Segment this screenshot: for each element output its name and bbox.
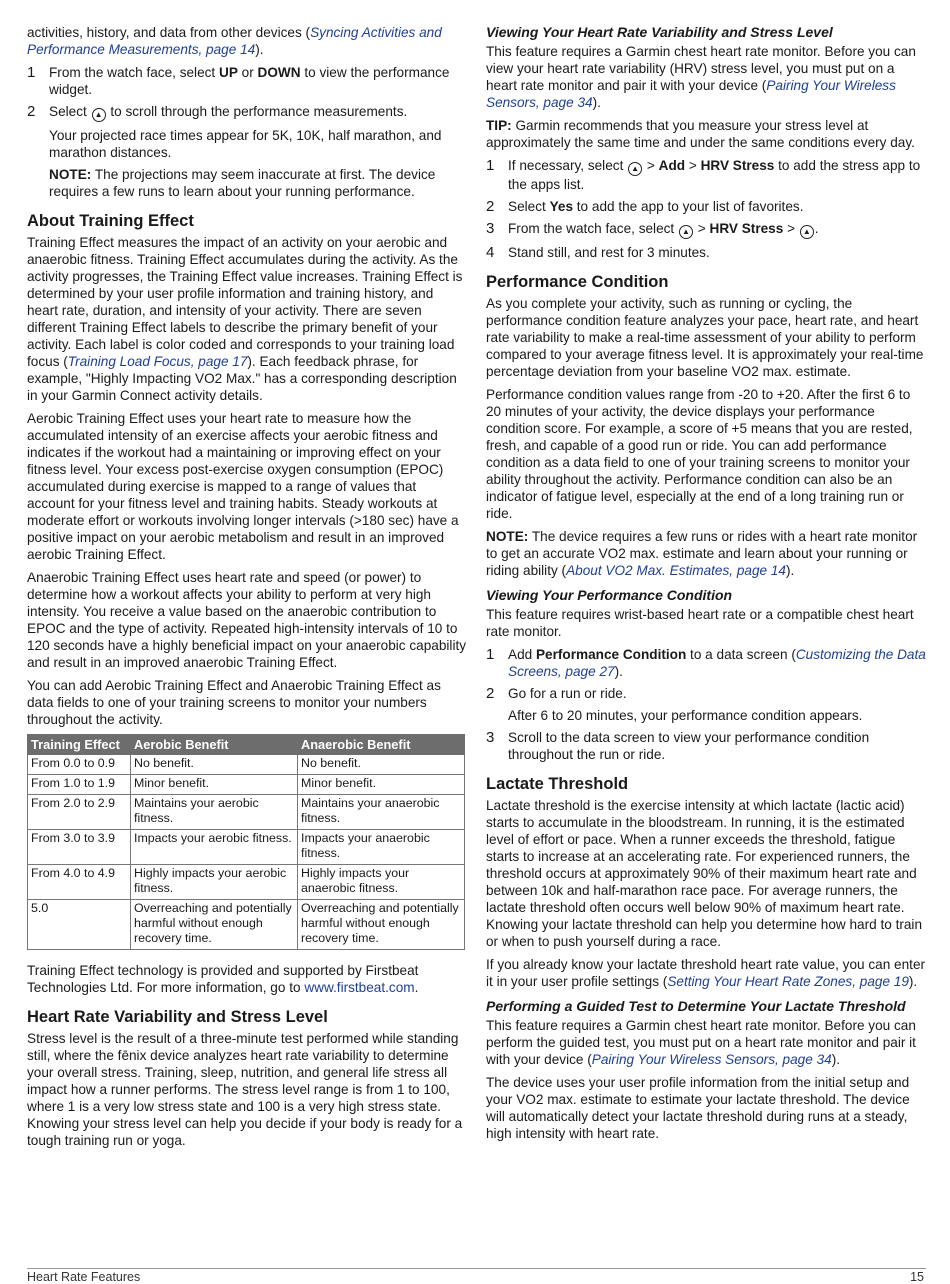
heading-viewing-performance-condition: Viewing Your Performance Condition <box>486 587 733 603</box>
right-column <box>486 24 926 1148</box>
heart-rate-zones-link[interactable]: Setting Your Heart Rate Zones, page 19 <box>667 974 909 989</box>
page-number: 15 <box>910 1270 924 1284</box>
start-button-icon: ▲ <box>628 162 642 176</box>
hrv-step-4: 4 Stand still, and rest for 3 minutes. <box>486 244 710 261</box>
start-button-icon: ▲ <box>679 225 693 239</box>
column-header: Training Effect <box>28 735 131 755</box>
guided-paragraph-1: This feature requires a Garmin chest heart rate monitor. Before you can perform the guided test, you must put on a heart rate monitor and pair it with your device (Pairing Your Wireless Sensors, page 34). <box>486 1018 916 1067</box>
down-key-label: DOWN <box>257 65 301 80</box>
view-pc-paragraph: This feature requires wrist-based heart rate or a compatible chest heart rate monitor. <box>486 607 914 639</box>
column-header: Aerobic Benefit <box>131 735 298 755</box>
up-key-label: UP <box>219 65 238 80</box>
heading-about-training-effect: About Training Effect <box>27 212 194 230</box>
step-2-detail: Your projected race times appear for 5K, 10K, half marathon, and marathon distances. <box>49 128 442 160</box>
start-button-icon: ▲ <box>92 108 106 122</box>
intro-text-end: ). <box>255 42 264 57</box>
hrv-step-3: 3 From the watch face, select ▲ > HRV Stress > ▲ . <box>486 220 819 237</box>
intro-text: activities, history, and data from other devices ( <box>27 25 311 40</box>
step-1: 1 From the watch face, select UP or DOWN to view the performance widget. <box>27 64 450 97</box>
table-row: 5.0 Overreaching and potentially harmful without enough recovery time. Overreaching and potentially harmful without enough recovery time. <box>28 900 465 950</box>
heading-performance-condition: Performance Condition <box>486 273 669 291</box>
heading-lactate-threshold: Lactate Threshold <box>486 775 629 793</box>
syncing-activities-link[interactable]: Syncing Activities and Performance Measurements, page 14 <box>27 25 442 57</box>
step-number: 1 <box>486 157 495 174</box>
left-column <box>27 24 467 1155</box>
table-row: From 1.0 to 1.9 Minor benefit. Minor benefit. <box>28 775 465 795</box>
heading-guided-test: Performing a Guided Test to Determine Your Lactate Threshold <box>486 998 906 1014</box>
pc-step-1: 1 Add Performance Condition to a data screen (Customizing the Data Screens, page 27). <box>486 646 926 679</box>
pc-note: NOTE: The device requires a few runs or rides with a heart rate monitor to get an accurate VO2 max. estimate and learn about your running or riding ability (About VO2 Max. Estimates, page 14). <box>486 529 918 578</box>
te-paragraph-2: Aerobic Training Effect uses your heart rate to measure how the accumulated intensity of an exercise affects your aerobic fitness and indicates if the workout had a maintaining or improving effect on your fitness level. Your excess post-exercise oxygen consumption (EPOC) accumulated during exercise is mapped to a range of values that account for your fitness level and training habits. Steady workouts at moderate effort or workouts involving longer intervals (>180 sec) have a positive impact on your aerobic metabolism and result in an improved aerobic Training Effect. <box>27 411 459 562</box>
step-number: 1 <box>27 64 36 81</box>
step-number: 2 <box>27 103 36 120</box>
view-hrv-paragraph: This feature requires a Garmin chest heart rate monitor. Before you can view your heart rate variability (HRV) stress level, you must put on a heart rate monitor and pair it with your device (Pairing Your Wireless Sensors, page 34). <box>486 44 916 110</box>
start-button-icon: ▲ <box>800 225 814 239</box>
hrv-step-2: 2 Select Yes to add the app to your list of favorites. <box>486 198 804 215</box>
training-effect-table <box>27 734 465 950</box>
column-header: Anaerobic Benefit <box>298 735 465 755</box>
table-row: From 2.0 to 2.9 Maintains your aerobic fitness. Maintains your anaerobic fitness. <box>28 795 465 830</box>
lt-paragraph-1: Lactate threshold is the exercise intensity at which lactate (lactic acid) starts to accumulate in the bloodstream. In running, it is the estimated level of effort or pace. When a runner exceeds the threshold, fatigue starts to increase at an accelerating rate. For experienced runners, the threshold occurs at approximately 90% of their maximum heart rate and between 10k and half-marathon race pace. For average runners, the lactate threshold often occurs well below 90% of maximum heart rate. Knowing your lactate threshold can help you determine how hard to train or when to push yourself during a race. <box>486 798 923 949</box>
note: NOTE: The projections may seem inaccurate at first. The device requires a few runs to learn about your running performance. <box>49 167 436 199</box>
step-number: 2 <box>486 685 495 702</box>
step-number: 3 <box>486 220 495 237</box>
heading-viewing-hrv: Viewing Your Heart Rate Variability and Stress Level <box>486 24 833 40</box>
pairing-sensors-link[interactable]: Pairing Your Wireless Sensors, page 34 <box>591 1052 832 1067</box>
pc-step-2: 2 Go for a run or ride. After 6 to 20 minutes, your performance condition appears. <box>486 685 863 723</box>
hrv-paragraph: Stress level is the result of a three-minute test performed while standing still, where the fēnix device analyzes heart rate variability to determine your overall stress. Training, sleep, nutrition, and general life stress all impact how a runner performs. The stress level range is from 1 to 100, where 1 is a very low stress state and 100 is a very high stress state. Knowing your stress level can help you decide if your body is ready for a tough training run or yoga. <box>27 1031 463 1148</box>
guided-paragraph-2: The device uses your user profile information from the initial setup and your VO2 max. estimate to estimate your lactate threshold. The device will automatically detect your lactate threshold during runs at a steady, high intensity with heart rate. <box>486 1075 910 1141</box>
step-number: 3 <box>486 729 495 746</box>
pc-paragraph-2: Performance condition values range from -20 to +20. After the first 6 to 20 minutes of your activity, the device displays your performance condition score. For example, a score of +5 means that you are rested, fresh, and capable of a good run or ride. You can add performance condition as a data field to one of your training screens to monitor your ability throughout the activity. Performance condition can also be an indicator of fatigue level, especially at the end of a long training run or ride. <box>486 387 913 521</box>
training-load-focus-link[interactable]: Training Load Focus, page 17 <box>67 354 248 369</box>
table-row: From 0.0 to 0.9 No benefit. No benefit. <box>28 755 465 775</box>
hrv-step-1: 1 If necessary, select ▲ > Add > HRV Stress to add the stress app to the apps list. <box>486 157 921 192</box>
step-number: 1 <box>486 646 495 663</box>
heading-hrv-stress: Heart Rate Variability and Stress Level <box>27 1008 328 1026</box>
firstbeat-paragraph: Training Effect technology is provided and supported by Firstbeat Technologies Ltd. For more information, go to www.firstbeat.com. <box>27 963 419 995</box>
step-2: 2 Select ▲ to scroll through the performance measurements. Your projected race times appear for 5K, 10K, half marathon, and marathon distances. NOTE: The projections may seem inaccurate at first. The device requires a few runs to learn about your running performance. <box>27 103 467 200</box>
te-paragraph-1: Training Effect measures the impact of an activity on your aerobic and anaerobic fitness. Training Effect accumulates during the activity. As the activity progresses, the Training Effect value increases. Training Effect is determined by your user profile information and training history, and heart rate, duration, and intensity of your activity. There are seven different Training Effect labels to describe the primary benefit of your activity. Each label is color coded and corresponds to your training load focus (Training Load Focus, page 17). Each feedback phrase, for example, "Highly Impacting VO2 Max." has a corresponding description in your Garmin Connect activity details. <box>27 235 463 403</box>
step-number: 2 <box>486 198 495 215</box>
pc-step-3: 3 Scroll to the data screen to view your performance condition throughout the run or ride. <box>486 729 870 762</box>
firstbeat-link[interactable]: www.firstbeat.com <box>304 980 415 995</box>
customizing-data-screens-link[interactable]: Customizing the Data Screens, page 27 <box>508 647 926 679</box>
vo2-max-link[interactable]: About VO2 Max. Estimates, page 14 <box>566 563 786 578</box>
te-paragraph-4: You can add Aerobic Training Effect and Anaerobic Training Effect as data fields to one of your training screens to monitor your numbers throughout the activity. <box>27 678 441 727</box>
pc-paragraph-1: As you complete your activity, such as running or cycling, the performance condition feature analyzes your pace, heart rate, and heart rate variability to make a real-time assessment of your ability to perform compared to your average fitness level. It is approximately your real-time percentage deviation from your baseline VO2 max. estimate. <box>486 296 924 379</box>
step-number: 4 <box>486 244 495 261</box>
tip: TIP: Garmin recommends that you measure your stress level at approximately the same time and under the same conditions every day. <box>486 118 915 150</box>
te-paragraph-3: Anaerobic Training Effect uses heart rate and speed (or power) to determine how a workout affects your ability to perform at very high intensity. You receive a value based on the anaerobic contribution to EPOC and the type of activity. Repeated high-intensity intervals of 10 to 120 seconds have a highly beneficial impact on your anaerobic capability and result in an improved anaerobic Training Effect. <box>27 570 467 670</box>
table-row: From 4.0 to 4.9 Highly impacts your aerobic fitness. Highly impacts your anaerobic fitness. <box>28 865 465 900</box>
pairing-sensors-link[interactable]: Pairing Your Wireless Sensors, page 34 <box>486 78 896 110</box>
lt-paragraph-2: If you already know your lactate threshold heart rate value, you can enter it in your user profile settings (Setting Your Heart Rate Zones, page 19). <box>486 957 926 989</box>
footer-section-title: Heart Rate Features <box>27 1270 141 1284</box>
table-row: From 3.0 to 3.9 Impacts your aerobic fitness. Impacts your anaerobic fitness. <box>28 830 465 865</box>
table-header-row <box>28 735 465 755</box>
intro-paragraph <box>27 24 467 58</box>
page-footer <box>27 1268 926 1284</box>
